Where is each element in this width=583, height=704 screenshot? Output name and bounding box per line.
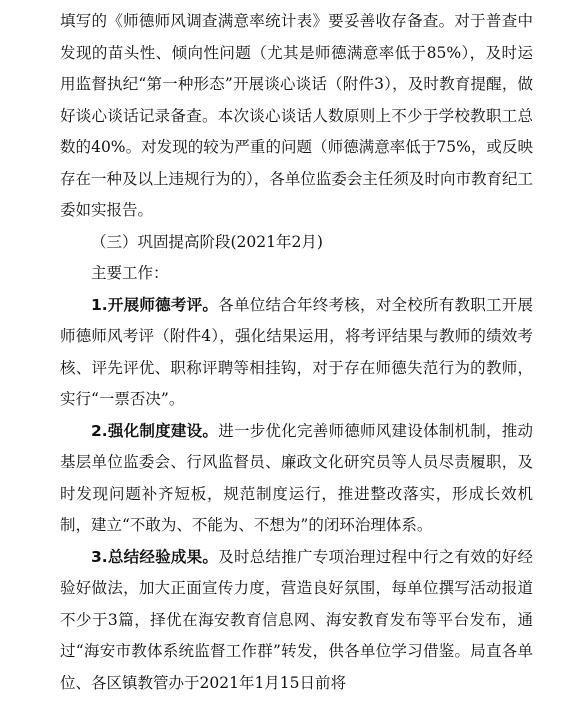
- work-item-1-title: 1.开展师德考评。: [91, 295, 219, 314]
- section-heading: （三）巩固提高阶段(2021年2月): [91, 232, 323, 251]
- main-work-label: 主要工作：: [91, 264, 169, 282]
- work-item-1: [60, 290, 533, 416]
- work-item-3-title: 3.总结经验成果。: [91, 547, 219, 566]
- paragraph-continuation: 填写的《师德师风调查满意率统计表》要妥善收存备查。对于普查中发现的苗头性、倾向性问题（尤其是师德满意率低于85%），及时运用监督执纪“第一种形态”开展谈心谈话（附件3），及时教育提醒，做好谈心谈话记录备查。本次谈心谈话人数原则上不少于学校教职工总数的40%。对发现的较为严重的问题（师德满意率低于75%，或反映存在一种及以上违规行为的），各单位监委会主任须及时向市教育纪工委如实报告。: [60, 12, 533, 219]
- work-item-3-body: 及时总结推广专项治理过程中行之有效的好经验好做法，加大正面宣传力度，营造良好氛围，每单位撰写活动报道不少于3篇，择优在海安教育信息网、海安教育发布等平台发布，通过“海安市教体系统监督工作群”转发，供各单位学习借鉴。局直各单位、各区镇教管办于2021年1月15日前将: [60, 547, 533, 692]
- work-item-2-title: 2.强化制度建设。: [91, 421, 219, 440]
- work-item-2-body: 进一步优化完善师德师风建设体制机制，推动基层单位监委会、行风监督员、廉政文化研究员等人员尽责履职，及时发现问题补齐短板，规范制度运行，推进整改落实，形成长效机制，建立“不敢为、不能为、不想为”的闭环治理体系。: [60, 421, 533, 534]
- work-item-2: [60, 416, 533, 542]
- work-item-3: [60, 542, 533, 700]
- work-item-1-body: 各单位结合年终考核，对全校所有教职工开展师德师风考评（附件4），强化结果运用，将考评结果与教师的绩效考核、评先评优、职称评聘等相挂钩，对于存在师德失范行为的教师，实行“一票否决”。: [60, 295, 533, 408]
